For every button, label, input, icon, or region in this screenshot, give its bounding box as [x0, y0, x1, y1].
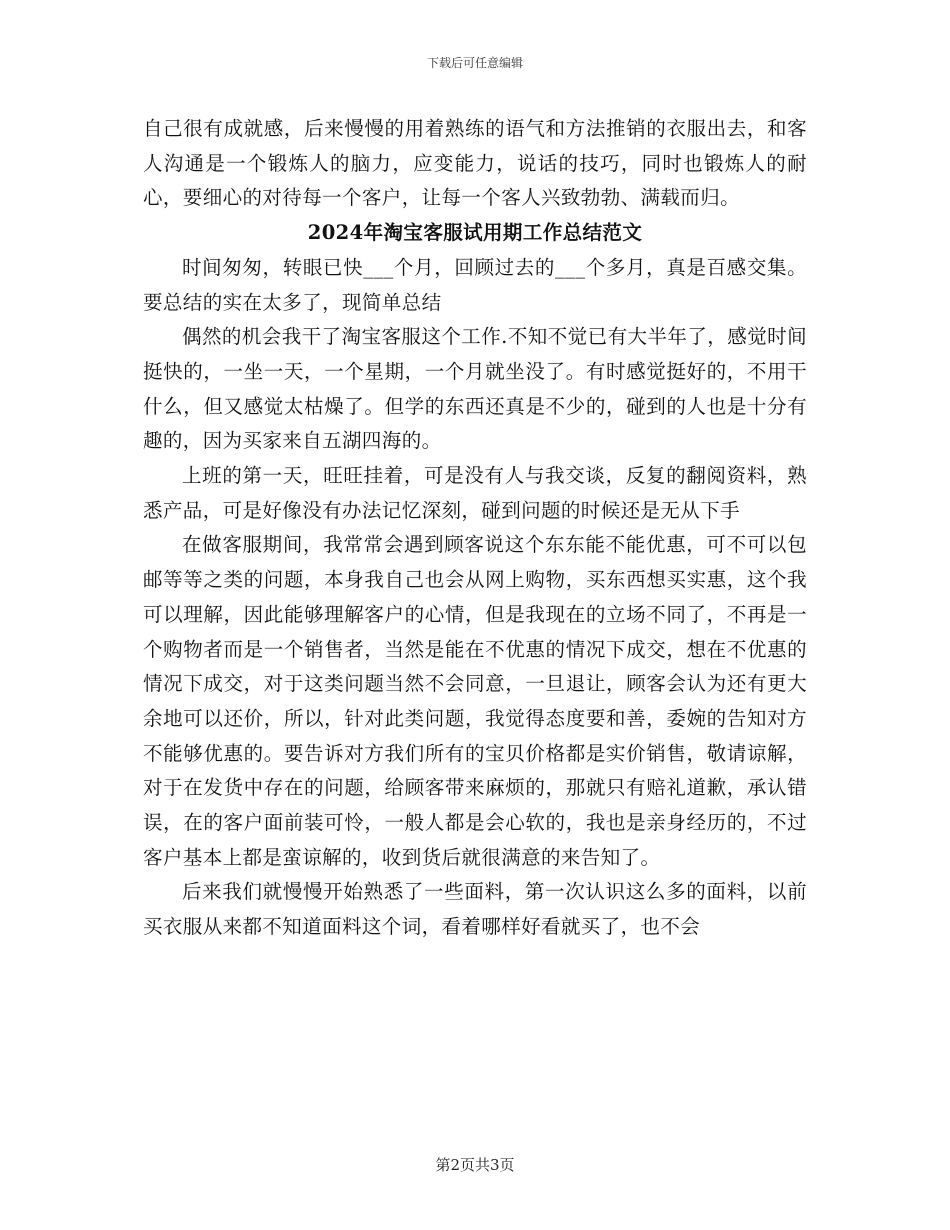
page-number: 第2页共3页	[435, 1156, 515, 1174]
page-header-note: 下载后可任意编辑	[426, 56, 523, 70]
paragraph-2: 偶然的机会我干了淘宝客服这个工作.不知不觉已有大半年了，感觉时间挺快的，一坐一天，一个星期，一个月就坐没了。有时感觉挺好的，不用干什么，但又感觉太枯燥了。但学的东西还真是不少的，碰到的人也是十分有趣的，因为买家来自五湖四海的。	[143, 325, 807, 453]
document-title: 2024年淘宝客服试用期工作总结范文	[307, 221, 643, 245]
paragraph-5: 后来我们就慢慢开始熟悉了一些面料，第一次认识这么多的面料，以前买衣服从来都不知道面料这个词，看着哪样好看就买了，也不会	[143, 880, 807, 939]
document-body	[143, 112, 807, 945]
paragraph-4: 在做客服期间，我常常会遇到顾客说这个东东能不能优惠，可不可以包邮等等之类的问题，本身我自己也会从网上购物，买东西想买实惠，这个我可以理解，因此能够理解客户的心情，但是我现在的立场不同了，不再是一个购物者而是一个销售者，当然是能在不优惠的情况下成交，想在不优惠的情况下成交，对于这类问题当然不会同意，一旦退让，顾客会认为还有更大余地可以还价，所以，针对此类问题，我觉得态度要和善，委婉的告知对方不能够优惠的。要告诉对方我们所有的宝贝价格都是实价销售，敬请谅解，对于在发货中存在的问题，给顾客带来麻烦的，那就只有赔礼道歉，承认错误，在的客户面前装可怜，一般人都是会心软的，我也是亲身经历的，不过客户基本上都是蛮谅解的，收到货后就很满意的来告知了。	[143, 533, 807, 869]
continued-paragraph: 自己很有成就感，后来慢慢的用着熟练的语气和方法推销的衣服出去，和客人沟通是一个锻炼人的脑力，应变能力，说话的技巧，同时也锻炼人的耐心，要细心的对待每一个客户，让每一个客人兴致勃勃、满载而归。	[143, 117, 807, 210]
paragraph-3: 上班的第一天，旺旺挂着，可是没有人与我交谈，反复的翻阅资料，熟悉产品，可是好像没有办法记忆深刻，碰到问题的时候还是无从下手	[143, 464, 807, 522]
paragraph-1: 时间匆匆，转眼已快___个月，回顾过去的___个多月，真是百感交集。要总结的实在太多了，现简单总结	[143, 255, 807, 314]
